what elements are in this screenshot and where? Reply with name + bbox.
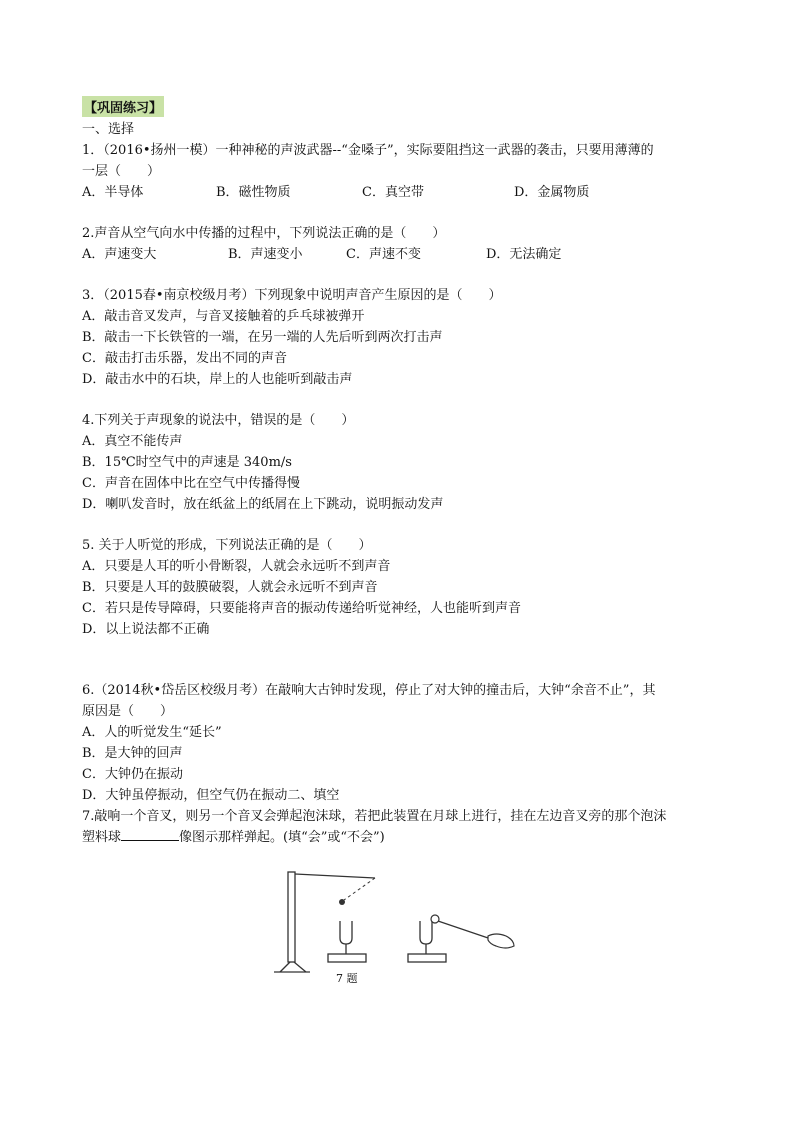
- option-c: C．敲击打击乐器，发出不同的声音: [82, 351, 287, 366]
- option-c: C．大钟仍在振动: [82, 767, 183, 782]
- question-1-options: [82, 182, 722, 203]
- question-7-text-a: 塑料球: [82, 830, 122, 845]
- option-d: D．无法确定: [486, 247, 562, 262]
- option-a: A．真空不能传声: [82, 434, 183, 449]
- question-7-line1: 7.敲响一个音叉，则另一个音叉会弹起泡沫球，若把此装置在月球上进行，挂在左边音叉旁的那个泡沫: [82, 809, 667, 824]
- option-a: A．人的听觉发生“延长”: [82, 725, 222, 740]
- question-4-stem: 4.下列关于声现象的说法中，错误的是（ ）: [82, 413, 355, 428]
- question-4: [82, 410, 722, 515]
- option-d: D．大钟虽停振动，但空气仍在振动二、填空: [82, 788, 340, 803]
- question-5-stem: 5. 关于人听觉的形成，下列说法正确的是（ ）: [82, 538, 372, 553]
- question-1-stem-line2: 一层（ ）: [82, 164, 161, 179]
- option-b: B．15℃时空气中的声速是 340m/s: [82, 455, 292, 470]
- right-tuning-fork-icon: [408, 921, 446, 962]
- question-2-stem: 2.声音从空气向水中传播的过程中，下列说法正确的是（ ）: [82, 226, 446, 241]
- section-title-choice: 一、选择: [82, 122, 135, 137]
- question-6-stem-line1: 6.（2014秋•岱岳区校级月考）在敲响大古钟时发现，停止了对大钟的撞击后，大钟“余音不止”，其: [82, 683, 656, 698]
- option-a: A．敲击音叉发声，与音叉接触着的乒乓球被弹开: [82, 309, 365, 324]
- question-7-text-b: 像图示那样弹起。(填“会”或“不会”): [179, 830, 385, 845]
- hand-with-mallet-icon: [438, 921, 514, 948]
- foam-ball-icon: [339, 878, 375, 905]
- option-b: B．磁性物质: [216, 185, 291, 200]
- option-d: D．金属物质: [514, 185, 590, 200]
- question-2-options: [82, 244, 722, 265]
- option-a: A．半导体: [82, 185, 144, 200]
- option-b: B．声速变小: [228, 247, 303, 262]
- option-d: D．喇叭发音时，放在纸盆上的纸屑在上下跳动，说明振动发声: [82, 497, 444, 512]
- option-c: C．声音在固体中比在空气中传播得慢: [82, 476, 300, 491]
- option-b: B．敲击一下长铁管的一端，在另一端的人先后听到两次打击声: [82, 330, 443, 345]
- figure-caption: 7 题: [336, 972, 358, 985]
- question-3: [82, 285, 722, 390]
- question-5: [82, 535, 722, 640]
- question-1-stem-line1: 1．（2016•扬州一模）一种神秘的声波武器--“金嗓子”，实际要阻挡这一武器的袭击，只要用薄薄的: [82, 143, 654, 158]
- option-c: C．声速不变: [346, 247, 421, 262]
- question-6: [82, 680, 722, 806]
- option-a: A．声速变大: [82, 247, 157, 262]
- worksheet: [82, 96, 722, 848]
- option-b: B．是大钟的回声: [82, 746, 183, 761]
- option-c: C．若只是传导障碍，只要能将声音的振动传递给听觉神经，人也能听到声音: [82, 601, 521, 616]
- question-7: [82, 806, 722, 848]
- option-b: B．只要是人耳的鼓膜破裂，人就会永远听不到声音: [82, 580, 378, 595]
- option-a: A．只要是人耳的听小骨断裂，人就会永远听不到声音: [82, 559, 391, 574]
- section-heading: 【巩固练习】: [82, 96, 164, 117]
- question-1: [82, 140, 722, 203]
- tuning-fork-figure: [270, 866, 520, 986]
- question-3-stem: 3．（2015春•南京校级月考）下列现象中说明声音产生原因的是（ ）: [82, 288, 502, 303]
- question-2: [82, 223, 722, 265]
- question-6-stem-line2: 原因是（ ）: [82, 704, 174, 719]
- striker-ball-icon: [431, 915, 439, 923]
- option-d: D．以上说法都不正确: [82, 622, 210, 637]
- answer-blank[interactable]: [121, 827, 179, 841]
- option-c: C．真空带: [362, 185, 424, 200]
- option-d: D．敲击水中的石块，岸上的人也能听到敲击声: [82, 372, 353, 387]
- question-7-line2: [82, 827, 722, 848]
- left-tuning-fork-icon: [328, 921, 366, 962]
